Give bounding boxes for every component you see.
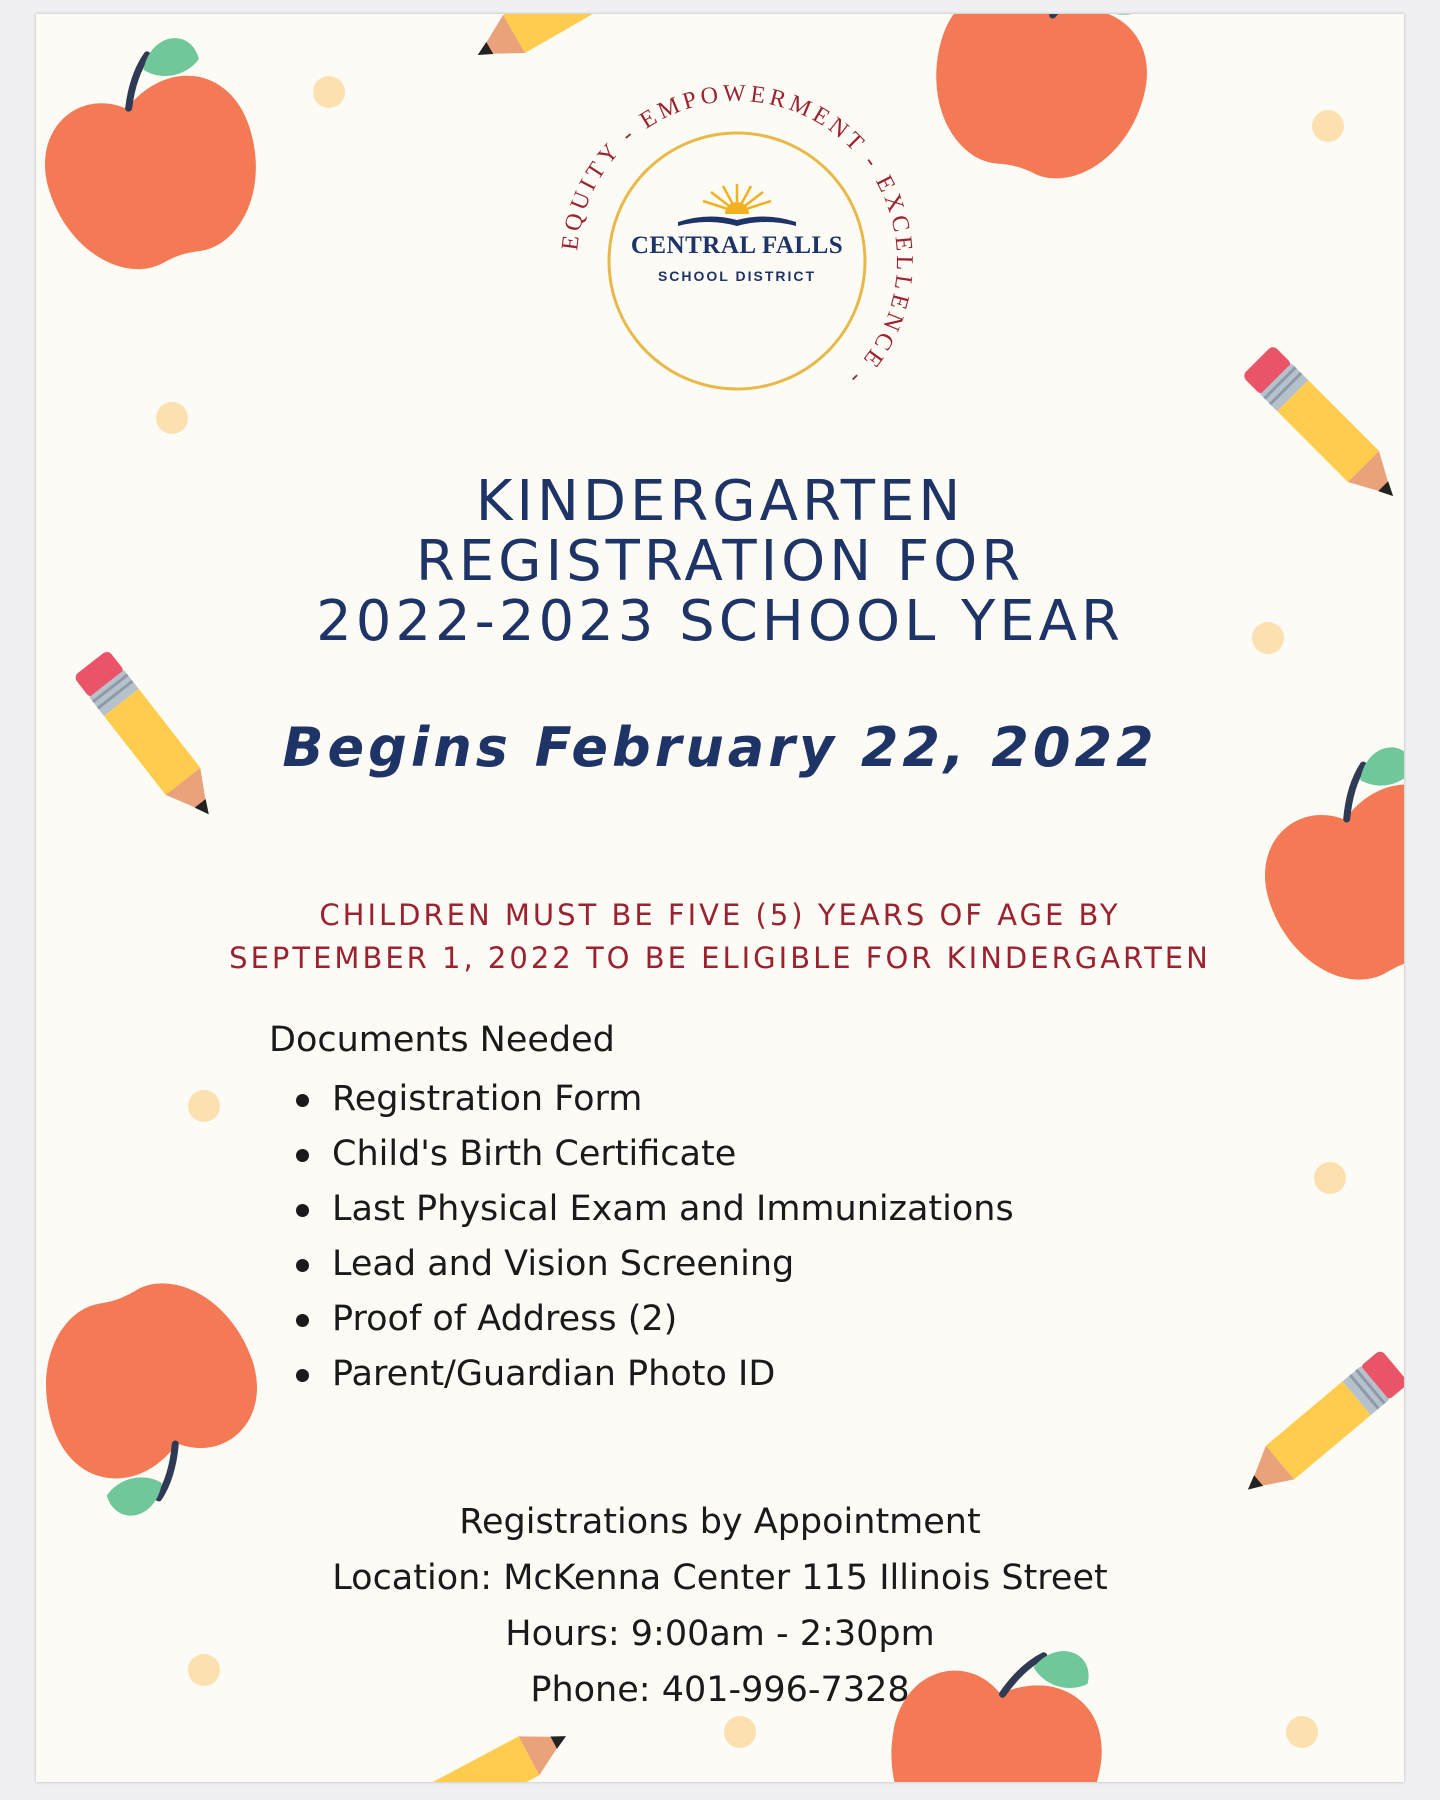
begins-date: Begins February 22, 2022 [282, 716, 1158, 779]
pencil-right-icon [1242, 345, 1404, 512]
bullet-icon [296, 1369, 309, 1382]
headline-line: 2022-2023 SCHOOL YEAR [316, 589, 1124, 654]
document-label: Last Physical Exam and Immunizations [332, 1189, 1014, 1229]
district-seal [548, 72, 926, 450]
document-label: Registration Form [332, 1079, 643, 1119]
eligibility-line: SEPTEMBER 1, 2022 TO BE ELIGIBLE FOR KINDERGARTEN [229, 941, 1211, 975]
headline-line: KINDERGARTEN [475, 469, 965, 534]
eligibility-line: CHILDREN MUST BE FIVE (5) YEARS OF AGE BY [319, 898, 1121, 932]
document-label: Proof of Address (2) [332, 1299, 678, 1339]
flyer [36, 14, 1404, 1782]
hours-text: Hours: 9:00am - 2:30pm [505, 1614, 935, 1654]
document-label: Parent/Guardian Photo ID [332, 1354, 776, 1394]
dot-icon [1252, 622, 1284, 654]
phone-text: Phone: 401-996-7328 [530, 1670, 910, 1710]
pencil-bottom-icon [386, 1717, 576, 1782]
appointment-note: Registrations by Appointment [459, 1502, 981, 1542]
document-label: Child's Birth Certificate [332, 1134, 737, 1174]
apple-top-left-icon [36, 24, 281, 291]
location-text: Location: McKenna Center 115 Illinois Street [332, 1558, 1108, 1598]
registration-info [236, 1494, 1204, 1718]
dot-icon [1286, 1716, 1318, 1748]
headline-line: REGISTRATION FOR [415, 529, 1025, 594]
pencil-bottom-right-icon [1234, 1349, 1404, 1506]
district-subtitle: SCHOOL DISTRICT [657, 268, 817, 284]
list-item [296, 1294, 1014, 1349]
apple-bottom-left-icon [36, 1260, 288, 1531]
seal-graphic [548, 72, 926, 450]
dot-icon [1312, 110, 1344, 142]
dot-icon [313, 76, 345, 108]
district-name: CENTRAL FALLS [630, 232, 844, 259]
dot-icon [188, 1090, 220, 1122]
dot-icon [188, 1654, 220, 1686]
eligibility-notice [136, 894, 1304, 980]
list-item [296, 1239, 1014, 1294]
bullet-icon [296, 1149, 309, 1162]
list-item [296, 1349, 1014, 1404]
seal-ring-text: EQUITY - EMPOWERMENT - EXCELLENCE - [557, 80, 918, 394]
dot-icon [156, 402, 188, 434]
bullet-icon [296, 1094, 309, 1107]
dot-icon [1314, 1162, 1346, 1194]
headline [186, 469, 1254, 654]
dot-icon [724, 1716, 756, 1748]
document-label: Lead and Vision Screening [332, 1244, 795, 1284]
list-item [296, 1074, 1014, 1129]
pencil-top-icon [467, 14, 655, 74]
apple-top-right-icon [914, 14, 1172, 197]
documents-heading: Documents Needed [269, 1020, 615, 1060]
bullet-icon [296, 1204, 309, 1217]
list-item [296, 1129, 1014, 1184]
bullet-icon [296, 1314, 309, 1327]
list-item [296, 1184, 1014, 1239]
documents-list [296, 1074, 1014, 1404]
bullet-icon [296, 1259, 309, 1272]
